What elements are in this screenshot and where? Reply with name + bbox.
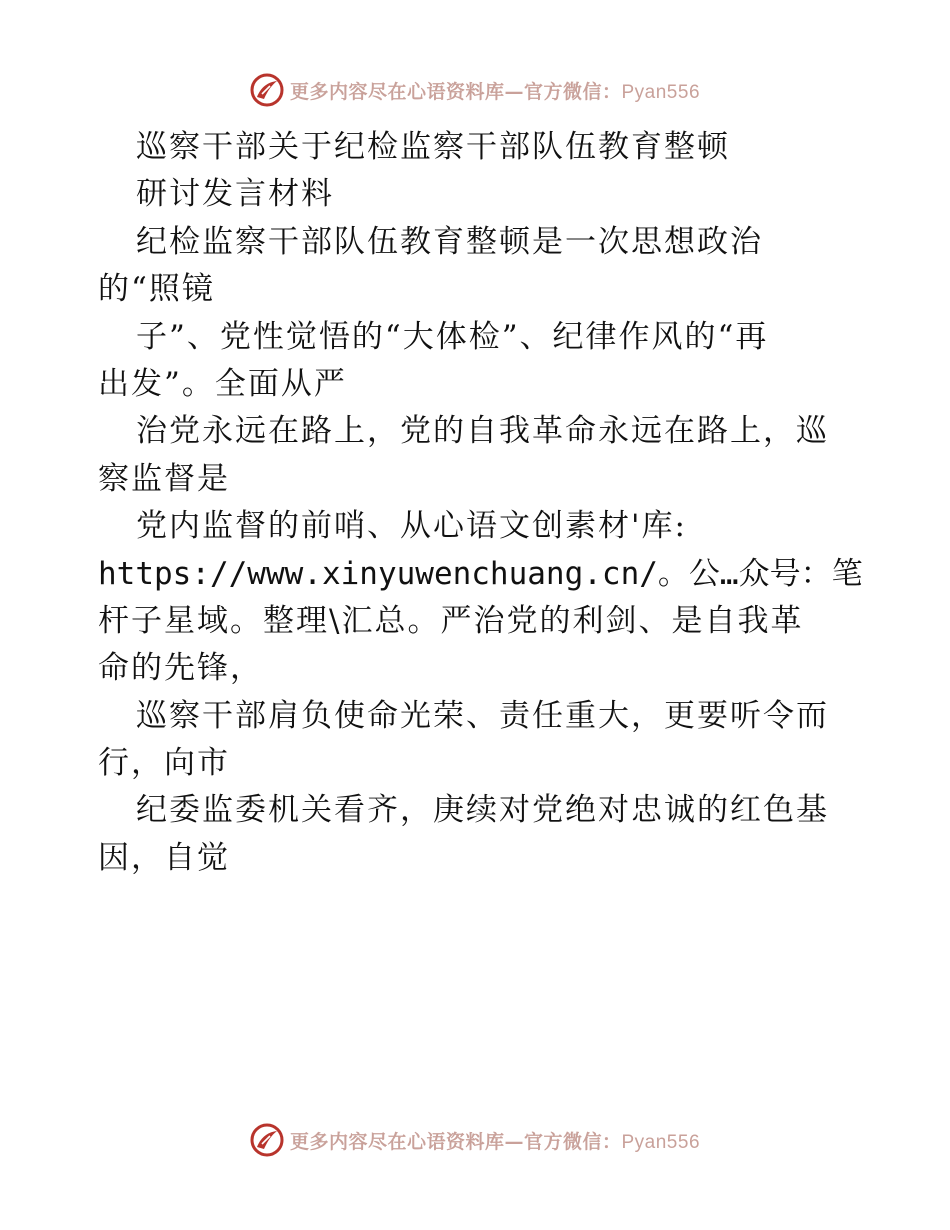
header-watermark-text: 更多内容尽在心语资料库—官方微信：Pyan556 — [289, 80, 701, 103]
text-line: https://www.xinyuwenchuang.cn/。公…众号：笔 — [98, 555, 863, 592]
text-line: 命的先锋， — [98, 650, 263, 687]
text-line: 行，向市 — [98, 745, 230, 782]
header-wechat-id: Pyan556 — [621, 81, 701, 103]
footer-watermark-text: 更多内容尽在心语资料库—官方微信：Pyan556 — [289, 1130, 701, 1153]
xinyu-logo-icon — [250, 73, 284, 107]
text-line: 巡察干部肩负使命光荣、责任重大，更要听令而 — [136, 697, 829, 734]
text-line: 出发”。全面从严 — [98, 365, 347, 402]
text-line: 察监督是 — [98, 460, 230, 497]
text-line: 巡察干部关于纪检监察干部队伍教育整顿 — [136, 129, 730, 165]
document-body — [98, 124, 863, 882]
text-line: 研讨发言材料 — [136, 176, 334, 213]
text-line: 纪委监委机关看齐，庚续对党绝对忠诚的红色基 — [136, 792, 829, 829]
text-line: 治党永远在路上，党的自我革命永远在路上，巡 — [136, 413, 829, 450]
text-line: 杆子星域。整理\汇总。严治党的利剑、是自我革 — [98, 602, 804, 639]
text-line: 子”、党性觉悟的“大体检”、纪律作风的“再 — [136, 318, 769, 355]
xinyu-logo-icon — [250, 1123, 284, 1157]
text-line: 的“照镜 — [98, 271, 215, 308]
text-line: 纪检监察干部队伍教育整顿是一次思想政治 — [136, 223, 763, 260]
footer-watermark-banner — [0, 1120, 950, 1160]
text-line: 党内监督的前哨、从心语文创素材'库: — [136, 508, 687, 545]
header-watermark-banner — [0, 70, 950, 110]
footer-wechat-id: Pyan556 — [621, 1131, 701, 1153]
text-line: 因，自觉 — [98, 839, 230, 876]
